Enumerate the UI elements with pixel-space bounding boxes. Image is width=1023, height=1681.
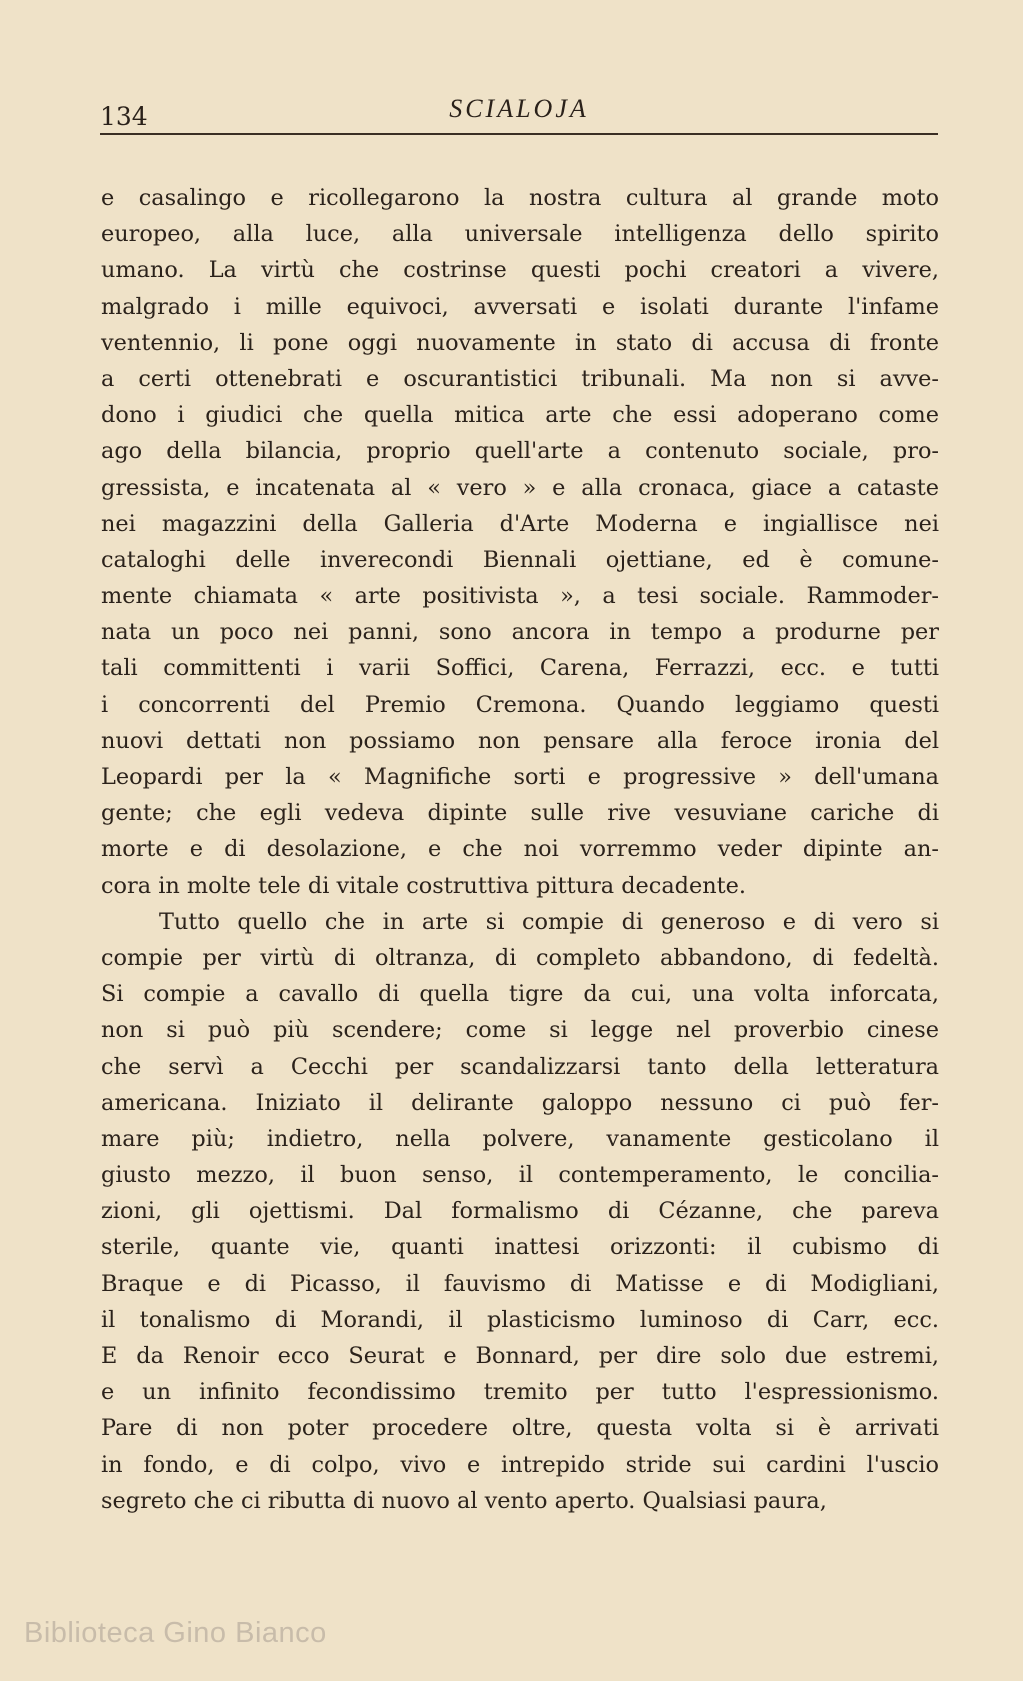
page-number: 134: [100, 102, 148, 131]
text-line: E da Renoir ecco Seurat e Bonnard, per dire solo due estremi,: [101, 1343, 939, 1369]
text-line: nei magazzini della Galleria d'Arte Moderna e ingiallisce nei: [101, 510, 939, 537]
text-line: gressista, e incatenata al « vero » e alla cronaca, giace a cataste: [101, 474, 939, 501]
text-line: e un infinito fecondissimo tremito per tutto l'espressionismo.: [101, 1379, 939, 1406]
text-line: mente chiamata « arte positivista », a tesi sociale. Rammoder-: [101, 583, 939, 610]
text-line: malgrado i mille equivoci, avversati e isolati durante l'infame: [101, 293, 939, 320]
library-watermark: Biblioteca Gino Bianco: [24, 1617, 327, 1649]
paragraph-2: [101, 904, 939, 1519]
text-line: Leopardi per la « Magnifiche sorti e progressive » dell'umana: [101, 764, 939, 790]
text-line: Braque e di Picasso, il fauvismo di Matisse e di Modigliani,: [101, 1270, 939, 1297]
text-line: ago della bilancia, proprio quell'arte a contenuto sociale, pro-: [101, 438, 939, 465]
page-header: [100, 88, 938, 134]
text-line: gente; che egli vedeva dipinte sulle rive vesuviane cariche di: [101, 800, 939, 827]
text-line: europeo, alla luce, alla universale intelligenza dello spirito: [101, 221, 939, 248]
text-line: americana. Iniziato il delirante galoppo nessuno ci può fer-: [101, 1089, 939, 1116]
text-line: zioni, gli ojettismi. Dal formalismo di Cézanne, che pareva: [101, 1198, 939, 1225]
text-line: morte e di desolazione, e che noi vorremmo veder dipinte an-: [101, 836, 939, 863]
text-line: compie per virtù di oltranza, di completo abbandono, di fedeltà.: [101, 944, 939, 971]
running-head: SCIALOJA: [449, 94, 589, 123]
text-line: cora in molte tele di vitale costruttiva pittura decadente.: [101, 872, 747, 899]
text-line: nata un poco nei panni, sono ancora in tempo a produrne per: [101, 619, 939, 646]
text-line: tali committenti i varii Soffici, Carena, Ferrazzi, ecc. e tutti: [101, 655, 939, 682]
text-line: Si compie a cavallo di quella tigre da cui, una volta inforcata,: [101, 981, 939, 1008]
text-line: sterile, quante vie, quanti inattesi orizzonti: il cubismo di: [101, 1234, 939, 1261]
text-line: dono i giudici che quella mitica arte che essi adoperano come: [101, 402, 939, 429]
text-line: nuovi dettati non possiamo non pensare alla feroce ironia del: [101, 727, 939, 754]
text-line: il tonalismo di Morandi, il plasticismo luminoso di Carr, ecc.: [101, 1306, 939, 1333]
text-line: a certi ottenebrati e oscurantistici tribunali. Ma non si avve-: [101, 365, 939, 392]
text-line: umano. La virtù che costrinse questi pochi creatori a vivere,: [101, 257, 939, 284]
text-line: mare più; indietro, nella polvere, vanamente gesticolano il: [101, 1125, 939, 1152]
text-line: segreto che ci ributta di nuovo al vento aperto. Qualsiasi paura,: [101, 1487, 827, 1514]
text-line: non si può più scendere; come si legge nel proverbio cinese: [101, 1017, 939, 1044]
text-line: che servì a Cecchi per scandalizzarsi tanto della letteratura: [101, 1053, 939, 1080]
text-line: cataloghi delle inverecondi Biennali ojettiane, ed è comune-: [101, 546, 939, 573]
text-line: giusto mezzo, il buon senso, il contemperamento, le concilia-: [101, 1162, 939, 1189]
text-line: e casalingo e ricollegarono la nostra cultura al grande moto: [101, 185, 939, 211]
text-line: Pare di non poter procedere oltre, questa volta si è arrivati: [101, 1415, 939, 1442]
header-rule: [100, 133, 938, 135]
text-line: i concorrenti del Premio Cremona. Quando leggiamo questi: [101, 691, 939, 718]
paragraph-1: [101, 180, 939, 904]
text-line: ventennio, li pone oggi nuovamente in stato di accusa di fronte: [101, 329, 939, 356]
text-line: in fondo, e di colpo, vivo e intrepido stride sui cardini l'uscio: [101, 1451, 939, 1478]
text-line: Tutto quello che in arte si compie di generoso e di vero si: [159, 908, 939, 935]
body-text: [101, 180, 939, 1519]
